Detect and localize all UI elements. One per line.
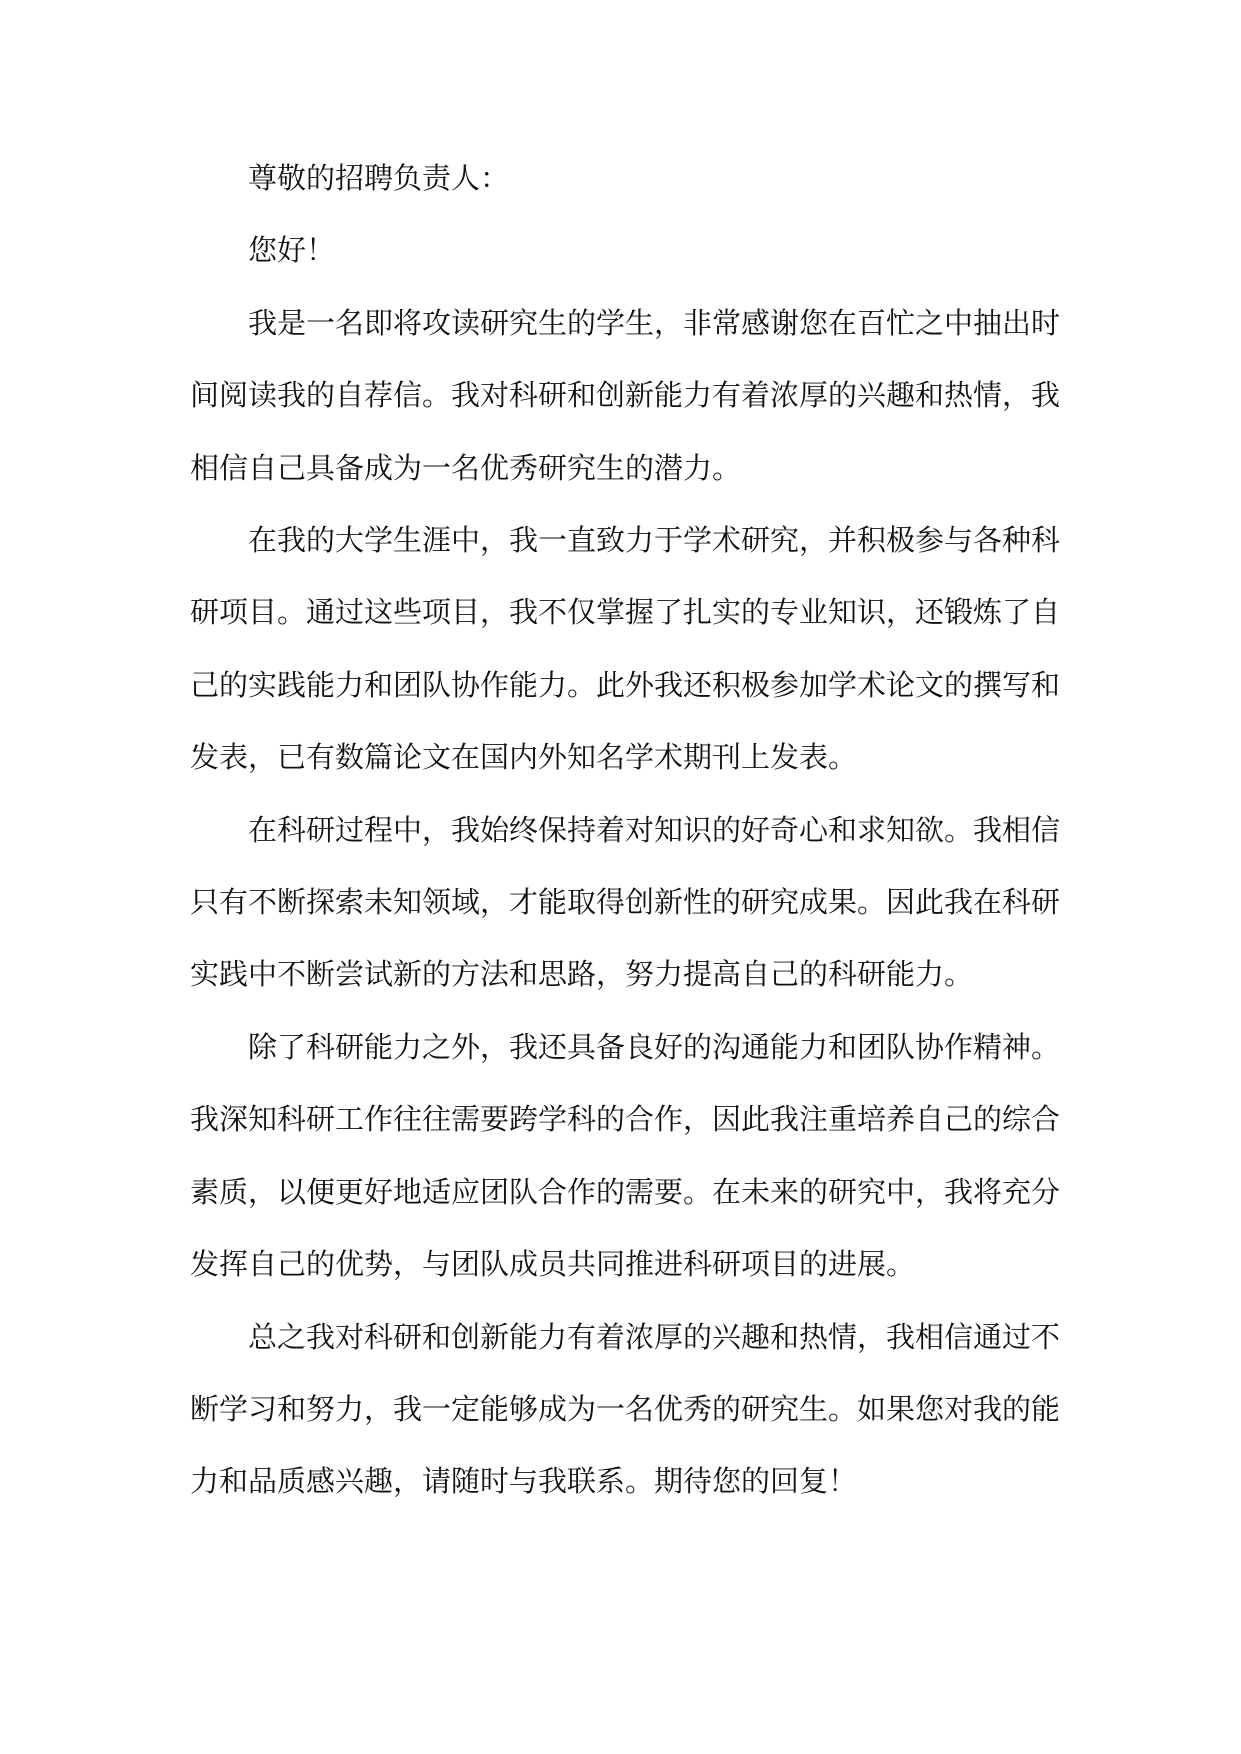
greeting: 您好！ <box>248 233 336 268</box>
paragraph-conclusion: 总之我对科研和创新能力有着浓厚的兴趣和热情，我相信通过不断学习和努力，我一定能够成为一名优秀的研究生。如果您对我的能力和品质感兴趣，请随时与我联系。期待您的回复！ <box>190 1319 1061 1499</box>
paragraph-research-process: 在科研过程中，我始终保持着对知识的好奇心和求知欲。我相信只有不断探索未知领域，才能取得创新性的研究成果。因此我在科研实践中不断尝试新的方法和思路，努力提高自己的科研能力。 <box>190 812 1061 992</box>
paragraph-teamwork: 除了科研能力之外，我还具备良好的沟通能力和团队协作精神。我深知科研工作往往需要跨学科的合作，因此我注重培养自己的综合素质，以便更好地适应团队合作的需要。在未来的研究中，我将充分发挥自己的优势，与团队成员共同推进科研项目的进展。 <box>190 1029 1061 1282</box>
salutation: 尊敬的招聘负责人： <box>248 161 510 195</box>
letter-body <box>190 142 1060 1518</box>
paragraph-intro: 我是一名即将攻读研究生的学生，非常感谢您在百忙之中抽出时间阅读我的自荐信。我对科研和创新能力有着浓厚的兴趣和热情，我相信自己具备成为一名优秀研究生的潜力。 <box>190 305 1061 485</box>
paragraph-university-research: 在我的大学生涯中，我一直致力于学术研究，并积极参与各种科研项目。通过这些项目，我不仅掌握了扎实的专业知识，还锻炼了自己的实践能力和团队协作能力。此外我还积极参加学术论文的撰写和发表，已有数篇论文在国内外知名学术期刊上发表。 <box>190 523 1061 775</box>
